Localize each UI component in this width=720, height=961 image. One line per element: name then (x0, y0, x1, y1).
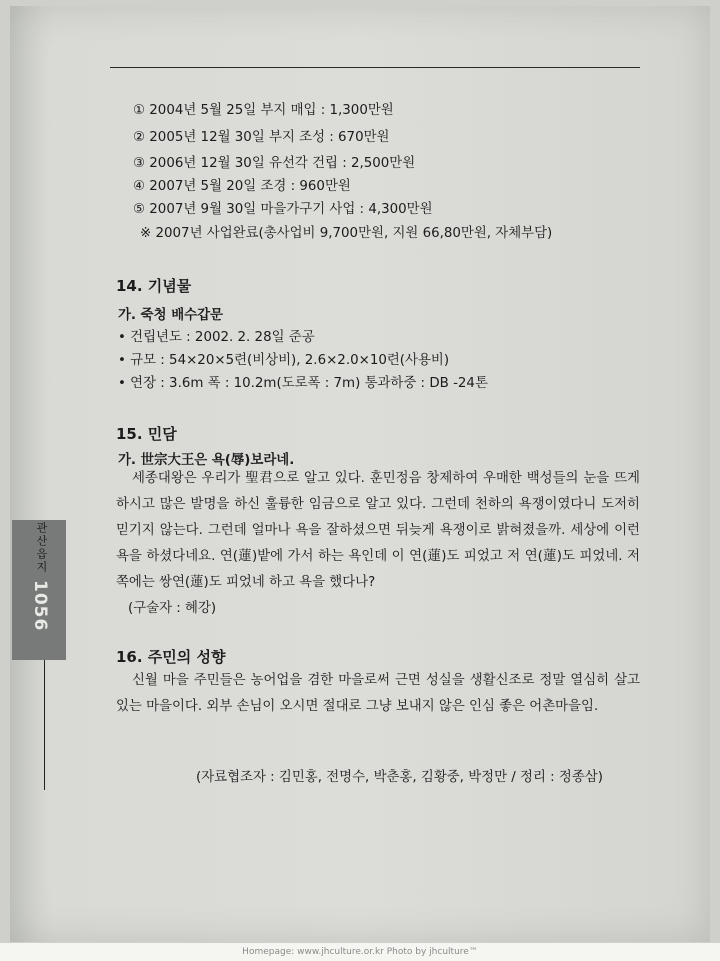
section-16-paragraph (116, 668, 640, 720)
investment-item-1: ① 2004년 5월 25일 부지 매입 : 1,300만원 (133, 103, 394, 118)
investment-summary-note: ※ 2007년 사업완료(총사업비 9,700만원, 지원 66,80만원, 자체부담) (140, 226, 553, 241)
section-16-text: 신월 마을 주민들은 농어업을 겸한 마을로써 근면 성실을 생활신조로 정말 열심히 살고 있는 마을이다. 외부 손님이 오시면 절대로 그냥 보내지 않은 인심 좋은 어촌마을임. (116, 673, 640, 714)
section-15-heading: 15. 민담 (116, 425, 177, 443)
section-14-bullet-year: • 건립년도 : 2002. 2. 28일 준공 (118, 330, 315, 345)
section-15-paragraph (116, 466, 640, 596)
header-rule (110, 67, 640, 68)
section-16-heading: 16. 주민의 성향 (116, 648, 226, 666)
section-14-subheading: 가. 죽청 배수갑문 (118, 308, 223, 323)
investment-item-4: ④ 2007년 5월 20일 조경 : 960만원 (133, 179, 351, 194)
section-15-story-text: 세종대왕은 우리가 聖君으로 알고 있다. 훈민정음 창제하여 우매한 백성들의 눈을 뜨게 하시고 많은 발명을 하신 훌륭한 임금으로 알고 있다. 그런데 천하의 욕쟁이였다니 도저히 믿기지 않는다. 그런데 얼마나 욕을 잘하셨으면 뒤늦게 욕쟁이로 밝혀졌을까. 세상에 이런 욕을 하셨다네요. 연(蓮)밭에 가서 하는 욕인데 이 연(蓮)도 피었고 저 연(蓮)도 피었네. 저쪽에는 쌍연(蓮)도 피었네 하고 욕을 했다나? (116, 471, 640, 590)
section-15-narrator: (구술자 : 혜강) (128, 601, 217, 616)
photo-credit-footer: Homepage: www.jhculture.or.kr Photo by jhculture™ (0, 943, 720, 961)
book-title: 관산읍지 (35, 522, 48, 574)
section-14-bullet-length: • 연장 : 3.6m 폭 : 10.2m(도로폭 : 7m) 통과하중 : DB -24톤 (118, 376, 488, 391)
investment-item-3: ③ 2006년 12월 30일 유선각 건립 : 2,500만원 (133, 156, 416, 171)
page-number: 1056 (30, 580, 50, 632)
credits-line: (자료협조자 : 김민홍, 전명수, 박춘홍, 김황중, 박정만 / 정리 : 정종삼) (196, 770, 603, 785)
section-14-heading: 14. 기념물 (116, 277, 192, 295)
investment-item-2: ② 2005년 12월 30일 부지 조성 : 670만원 (133, 130, 390, 145)
investment-item-5: ⑤ 2007년 9월 30일 마을가구기 사업 : 4,300만원 (133, 202, 433, 217)
section-14-bullet-scale: • 규모 : 54×20×5련(비상비), 2.6×2.0×10련(사용비) (118, 353, 450, 368)
section-15-subheading: 가. 世宗大王은 욕(辱)보라네. (118, 453, 295, 468)
side-rule (44, 660, 45, 790)
